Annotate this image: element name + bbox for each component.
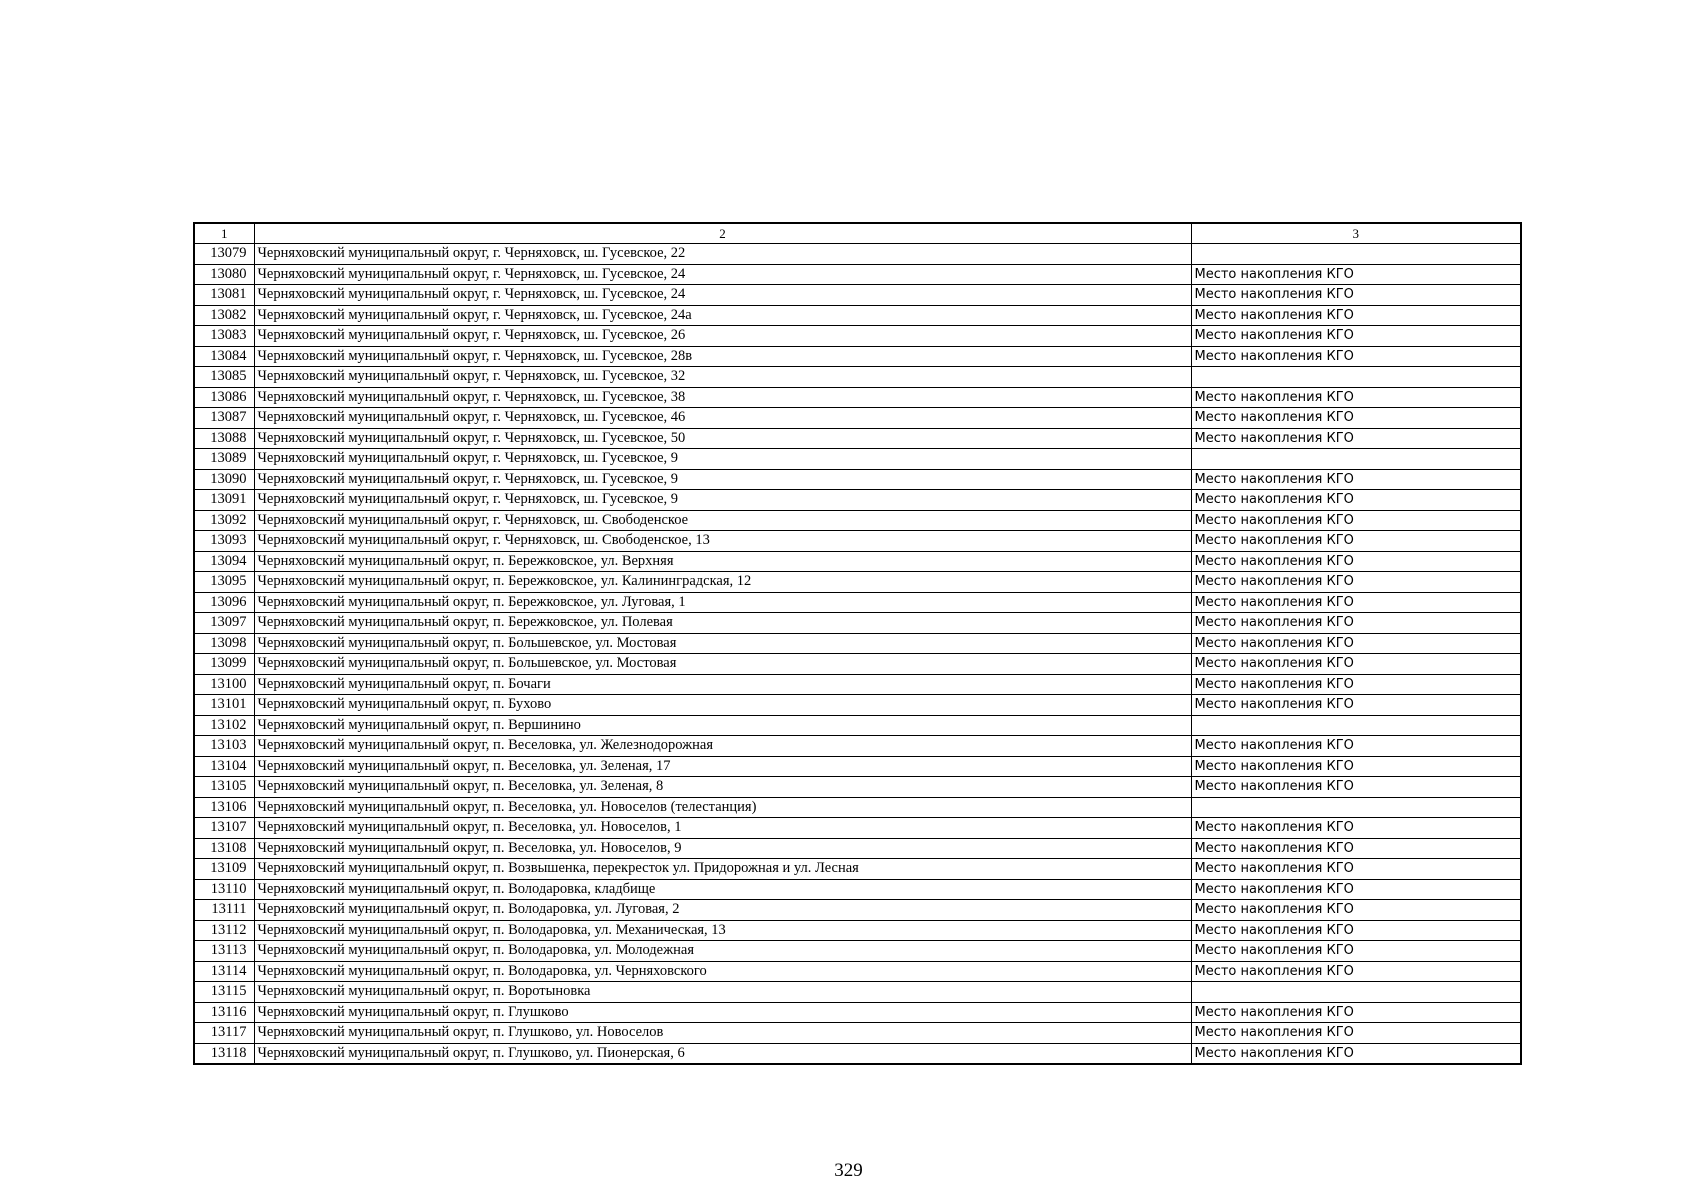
table-row (194, 613, 1521, 634)
row-type-cell (1191, 449, 1521, 470)
table-row (194, 346, 1521, 367)
row-address-cell: Черняховский муниципальный округ, г. Черняховск, ш. Гусевское, 22 (254, 244, 1191, 265)
row-address-cell: Черняховский муниципальный округ, п. Большевское, ул. Мостовая (254, 633, 1191, 654)
row-number-cell: 13102 (194, 715, 254, 736)
row-number-cell: 13097 (194, 613, 254, 634)
row-address-cell: Черняховский муниципальный округ, п. Бочаги (254, 674, 1191, 695)
table-row (194, 695, 1521, 716)
row-address-cell: Черняховский муниципальный округ, г. Черняховск, ш. Гусевское, 46 (254, 408, 1191, 429)
row-number-cell: 13092 (194, 510, 254, 531)
table-row (194, 633, 1521, 654)
row-type-cell (1191, 244, 1521, 265)
table-header-row (194, 223, 1521, 244)
row-address-cell: Черняховский муниципальный округ, п. Веселовка, ул. Новоселов (телестанция) (254, 797, 1191, 818)
row-address-cell: Черняховский муниципальный округ, г. Черняховск, ш. Гусевское, 28в (254, 346, 1191, 367)
row-number-cell: 13096 (194, 592, 254, 613)
table-row (194, 367, 1521, 388)
table-row (194, 736, 1521, 757)
row-number-cell: 13099 (194, 654, 254, 675)
table-row (194, 387, 1521, 408)
column-header-address: 2 (254, 223, 1191, 244)
row-type-cell: Место накопления КГО (1191, 592, 1521, 613)
row-address-cell: Черняховский муниципальный округ, г. Черняховск, ш. Гусевское, 24 (254, 264, 1191, 285)
row-type-cell: Место накопления КГО (1191, 695, 1521, 716)
registry-table (193, 222, 1522, 1065)
row-type-cell: Место накопления КГО (1191, 674, 1521, 695)
row-address-cell: Черняховский муниципальный округ, п. Большевское, ул. Мостовая (254, 654, 1191, 675)
row-number-cell: 13104 (194, 756, 254, 777)
row-number-cell: 13098 (194, 633, 254, 654)
row-type-cell: Место накопления КГО (1191, 1002, 1521, 1023)
row-type-cell: Место накопления КГО (1191, 818, 1521, 839)
row-type-cell: Место накопления КГО (1191, 387, 1521, 408)
row-type-cell: Место накопления КГО (1191, 859, 1521, 880)
row-address-cell: Черняховский муниципальный округ, г. Черняховск, ш. Гусевское, 24 (254, 285, 1191, 306)
table-row (194, 490, 1521, 511)
row-number-cell: 13115 (194, 982, 254, 1003)
table-row (194, 469, 1521, 490)
table-row (194, 531, 1521, 552)
row-type-cell: Место накопления КГО (1191, 285, 1521, 306)
row-type-cell: Место накопления КГО (1191, 572, 1521, 593)
row-address-cell: Черняховский муниципальный округ, п. Веселовка, ул. Новоселов, 9 (254, 838, 1191, 859)
table-row (194, 244, 1521, 265)
table-row (194, 777, 1521, 798)
row-number-cell: 13110 (194, 879, 254, 900)
row-number-cell: 13080 (194, 264, 254, 285)
table-row (194, 551, 1521, 572)
table-row (194, 900, 1521, 921)
row-type-cell: Место накопления КГО (1191, 654, 1521, 675)
row-address-cell: Черняховский муниципальный округ, п. Возвышенка, перекресток ул. Придорожная и ул. Лесная (254, 859, 1191, 880)
table-row (194, 818, 1521, 839)
column-header-number: 1 (194, 223, 254, 244)
row-address-cell: Черняховский муниципальный округ, п. Веселовка, ул. Новоселов, 1 (254, 818, 1191, 839)
table-row (194, 264, 1521, 285)
row-address-cell: Черняховский муниципальный округ, г. Черняховск, ш. Гусевское, 26 (254, 326, 1191, 347)
row-number-cell: 13081 (194, 285, 254, 306)
table-row (194, 1043, 1521, 1064)
row-address-cell: Черняховский муниципальный округ, п. Бережковское, ул. Полевая (254, 613, 1191, 634)
table-row (194, 510, 1521, 531)
row-number-cell: 13084 (194, 346, 254, 367)
table-row (194, 428, 1521, 449)
row-number-cell: 13086 (194, 387, 254, 408)
row-address-cell: Черняховский муниципальный округ, п. Володаровка, ул. Черняховского (254, 961, 1191, 982)
row-number-cell: 13085 (194, 367, 254, 388)
table-row (194, 941, 1521, 962)
row-number-cell: 13113 (194, 941, 254, 962)
row-type-cell: Место накопления КГО (1191, 469, 1521, 490)
table-row (194, 982, 1521, 1003)
row-type-cell: Место накопления КГО (1191, 428, 1521, 449)
row-number-cell: 13114 (194, 961, 254, 982)
row-address-cell: Черняховский муниципальный округ, г. Черняховск, ш. Гусевское, 9 (254, 469, 1191, 490)
table-row (194, 674, 1521, 695)
table-row (194, 654, 1521, 675)
row-type-cell: Место накопления КГО (1191, 408, 1521, 429)
row-address-cell: Черняховский муниципальный округ, п. Володаровка, ул. Луговая, 2 (254, 900, 1191, 921)
row-type-cell (1191, 715, 1521, 736)
row-type-cell (1191, 367, 1521, 388)
row-number-cell: 13093 (194, 531, 254, 552)
row-address-cell: Черняховский муниципальный округ, п. Бухово (254, 695, 1191, 716)
table-body (194, 244, 1521, 1064)
row-type-cell (1191, 797, 1521, 818)
row-type-cell: Место накопления КГО (1191, 838, 1521, 859)
row-address-cell: Черняховский муниципальный округ, п. Воротыновка (254, 982, 1191, 1003)
row-address-cell: Черняховский муниципальный округ, г. Черняховск, ш. Гусевское, 9 (254, 449, 1191, 470)
row-type-cell: Место накопления КГО (1191, 613, 1521, 634)
table-row (194, 715, 1521, 736)
row-address-cell: Черняховский муниципальный округ, г. Черняховск, ш. Гусевское, 9 (254, 490, 1191, 511)
row-address-cell: Черняховский муниципальный округ, п. Бережковское, ул. Калининградская, 12 (254, 572, 1191, 593)
row-number-cell: 13111 (194, 900, 254, 921)
table-row (194, 859, 1521, 880)
row-address-cell: Черняховский муниципальный округ, п. Вершинино (254, 715, 1191, 736)
row-number-cell: 13094 (194, 551, 254, 572)
row-type-cell: Место накопления КГО (1191, 961, 1521, 982)
row-type-cell: Место накопления КГО (1191, 551, 1521, 572)
row-number-cell: 13100 (194, 674, 254, 695)
row-address-cell: Черняховский муниципальный округ, г. Черняховск, ш. Свободенское (254, 510, 1191, 531)
table-row (194, 756, 1521, 777)
row-address-cell: Черняховский муниципальный округ, п. Бережковское, ул. Верхняя (254, 551, 1191, 572)
row-number-cell: 13107 (194, 818, 254, 839)
table-row (194, 449, 1521, 470)
row-type-cell: Место накопления КГО (1191, 633, 1521, 654)
row-type-cell: Место накопления КГО (1191, 305, 1521, 326)
row-number-cell: 13090 (194, 469, 254, 490)
row-type-cell: Место накопления КГО (1191, 510, 1521, 531)
row-type-cell: Место накопления КГО (1191, 736, 1521, 757)
table-row (194, 838, 1521, 859)
row-number-cell: 13112 (194, 920, 254, 941)
row-number-cell: 13087 (194, 408, 254, 429)
row-address-cell: Черняховский муниципальный округ, п. Веселовка, ул. Зеленая, 17 (254, 756, 1191, 777)
table-row (194, 408, 1521, 429)
row-number-cell: 13089 (194, 449, 254, 470)
table-row (194, 285, 1521, 306)
row-number-cell: 13095 (194, 572, 254, 593)
row-type-cell: Место накопления КГО (1191, 346, 1521, 367)
table-row (194, 572, 1521, 593)
row-number-cell: 13091 (194, 490, 254, 511)
row-number-cell: 13103 (194, 736, 254, 757)
row-number-cell: 13118 (194, 1043, 254, 1064)
table-row (194, 920, 1521, 941)
column-header-type: 3 (1191, 223, 1521, 244)
row-number-cell: 13109 (194, 859, 254, 880)
row-number-cell: 13088 (194, 428, 254, 449)
row-address-cell: Черняховский муниципальный округ, п. Глушково, ул. Новоселов (254, 1023, 1191, 1044)
table-row (194, 1002, 1521, 1023)
row-type-cell: Место накопления КГО (1191, 1043, 1521, 1064)
row-address-cell: Черняховский муниципальный округ, г. Черняховск, ш. Гусевское, 38 (254, 387, 1191, 408)
row-address-cell: Черняховский муниципальный округ, п. Володаровка, ул. Механическая, 13 (254, 920, 1191, 941)
table-row (194, 879, 1521, 900)
row-type-cell: Место накопления КГО (1191, 326, 1521, 347)
table-row (194, 797, 1521, 818)
row-address-cell: Черняховский муниципальный округ, г. Черняховск, ш. Гусевское, 50 (254, 428, 1191, 449)
table-row (194, 305, 1521, 326)
row-number-cell: 13082 (194, 305, 254, 326)
row-number-cell: 13105 (194, 777, 254, 798)
row-address-cell: Черняховский муниципальный округ, п. Володаровка, кладбище (254, 879, 1191, 900)
row-type-cell: Место накопления КГО (1191, 941, 1521, 962)
row-number-cell: 13101 (194, 695, 254, 716)
row-number-cell: 13083 (194, 326, 254, 347)
row-number-cell: 13079 (194, 244, 254, 265)
table-row (194, 326, 1521, 347)
row-number-cell: 13117 (194, 1023, 254, 1044)
row-type-cell: Место накопления КГО (1191, 756, 1521, 777)
row-type-cell: Место накопления КГО (1191, 1023, 1521, 1044)
row-type-cell: Место накопления КГО (1191, 879, 1521, 900)
row-address-cell: Черняховский муниципальный округ, п. Глушково (254, 1002, 1191, 1023)
row-address-cell: Черняховский муниципальный округ, п. Володаровка, ул. Молодежная (254, 941, 1191, 962)
row-number-cell: 13106 (194, 797, 254, 818)
row-address-cell: Черняховский муниципальный округ, п. Веселовка, ул. Железнодорожная (254, 736, 1191, 757)
row-type-cell (1191, 982, 1521, 1003)
row-address-cell: Черняховский муниципальный округ, п. Глушково, ул. Пионерская, 6 (254, 1043, 1191, 1064)
row-address-cell: Черняховский муниципальный округ, п. Веселовка, ул. Зеленая, 8 (254, 777, 1191, 798)
row-type-cell: Место накопления КГО (1191, 920, 1521, 941)
row-address-cell: Черняховский муниципальный округ, г. Черняховск, ш. Гусевское, 32 (254, 367, 1191, 388)
row-type-cell: Место накопления КГО (1191, 490, 1521, 511)
row-type-cell: Место накопления КГО (1191, 531, 1521, 552)
row-address-cell: Черняховский муниципальный округ, г. Черняховск, ш. Гусевское, 24а (254, 305, 1191, 326)
table-row (194, 961, 1521, 982)
table-row (194, 592, 1521, 613)
row-address-cell: Черняховский муниципальный округ, г. Черняховск, ш. Свободенское, 13 (254, 531, 1191, 552)
page-number: 329 (834, 1160, 863, 1181)
row-number-cell: 13116 (194, 1002, 254, 1023)
row-number-cell: 13108 (194, 838, 254, 859)
row-type-cell: Место накопления КГО (1191, 264, 1521, 285)
row-type-cell: Место накопления КГО (1191, 900, 1521, 921)
row-type-cell: Место накопления КГО (1191, 777, 1521, 798)
table-row (194, 1023, 1521, 1044)
row-address-cell: Черняховский муниципальный округ, п. Бережковское, ул. Луговая, 1 (254, 592, 1191, 613)
